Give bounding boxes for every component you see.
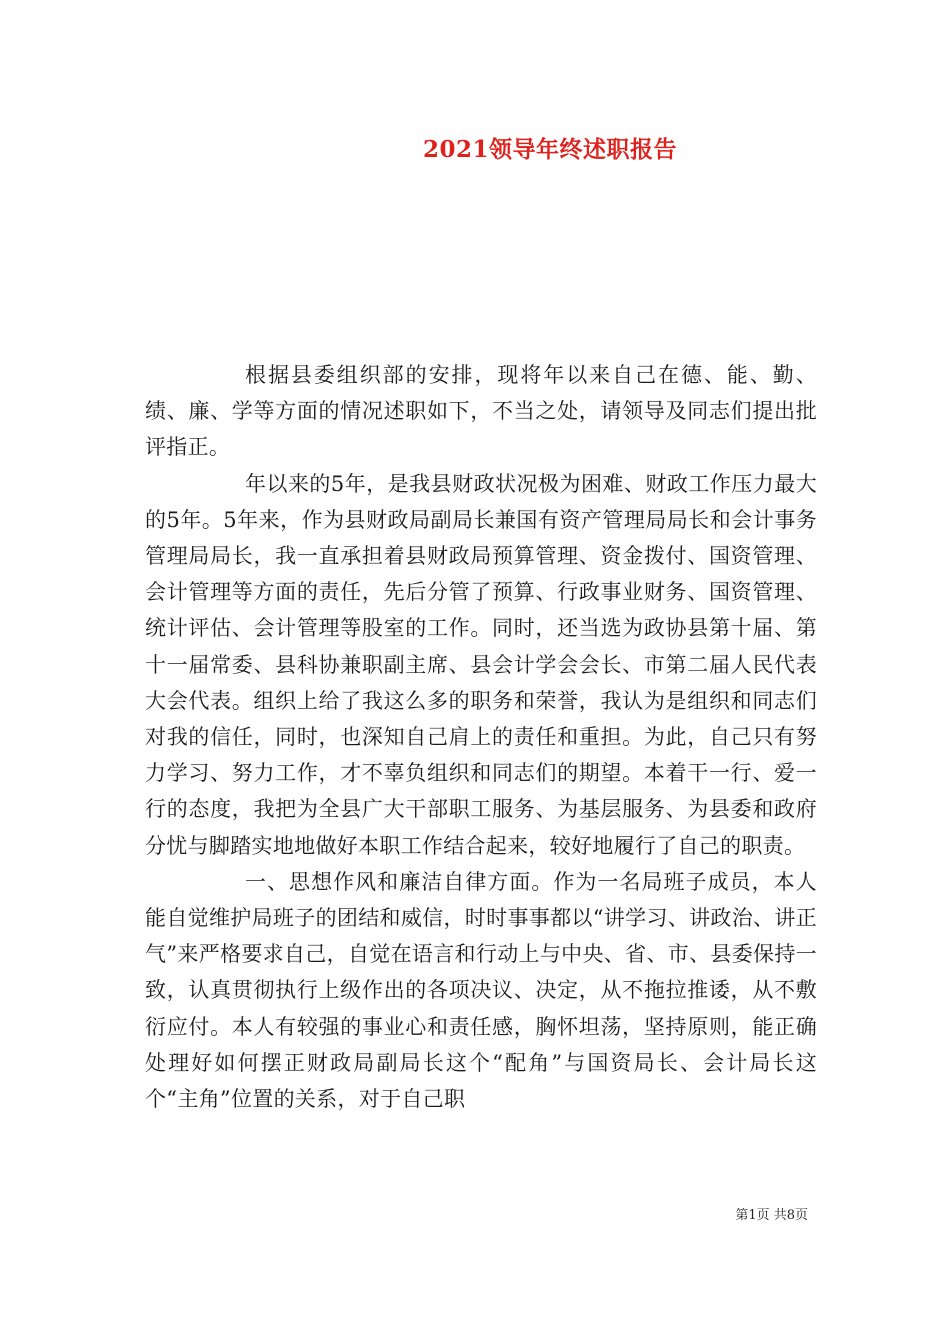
paragraph-overview: 年以来的5年，是我县财政状况极为困难、财政工作压力最大的5年。5年来，作为县财政局副局长兼国有资产管理局局长和会计事务管理局局长，我一直承担着县财政局预算管理、资金拨付、国资管理、会计管理等方面的责任，先后分管了预算、行政事业财务、国资管理、统计评估、会计管理等股室的工作。同时，还当选为政协县第十届、第十一届常委、县科协兼职副主席、县会计学会会长、市第二届人民代表大会代表。组织上给了我这么多的职务和荣誉，我认为是组织和同志们对我的信任，同时，也深知自己肩上的责任和重担。为此，自己只有努力学习、努力工作，才不辜负组织和同志们的期望。本着干一行、爱一行的态度，我把为全县广大干部职工服务、为基层服务、为县委和政府分忧与脚踏实地地做好本职工作结合起来，较好地履行了自己的职责。 bbox=[145, 471, 817, 858]
page-number-footer: 第1页 共8页 bbox=[735, 1208, 808, 1223]
document-body bbox=[145, 357, 817, 1117]
document-title: 2021领导年终述职报告 bbox=[422, 136, 677, 163]
paragraph-intro: 根据县委组织部的安排，现将年以来自己在德、能、勤、绩、廉、学等方面的情况述职如下，不当之处，请领导及同志们提出批评指正。 bbox=[145, 363, 817, 460]
paragraph-section-one: 一、思想作风和廉洁自律方面。作为一名局班子成员，本人能自觉维护局班子的团结和威信，时时事事都以“讲学习、讲政治、讲正气”来严格要求自己，自觉在语言和行动上与中央、省、市、县委保持一致，认真贯彻执行上级作出的各项决议、决定，从不拖拉推诿，从不敷衍应付。本人有较强的事业心和责任感，胸怀坦荡，坚持原则，能正确处理好如何摆正财政局副局长这个“配角”与国资局长、会计局长这个“主角”位置的关系，对于自己职 bbox=[145, 869, 817, 1112]
